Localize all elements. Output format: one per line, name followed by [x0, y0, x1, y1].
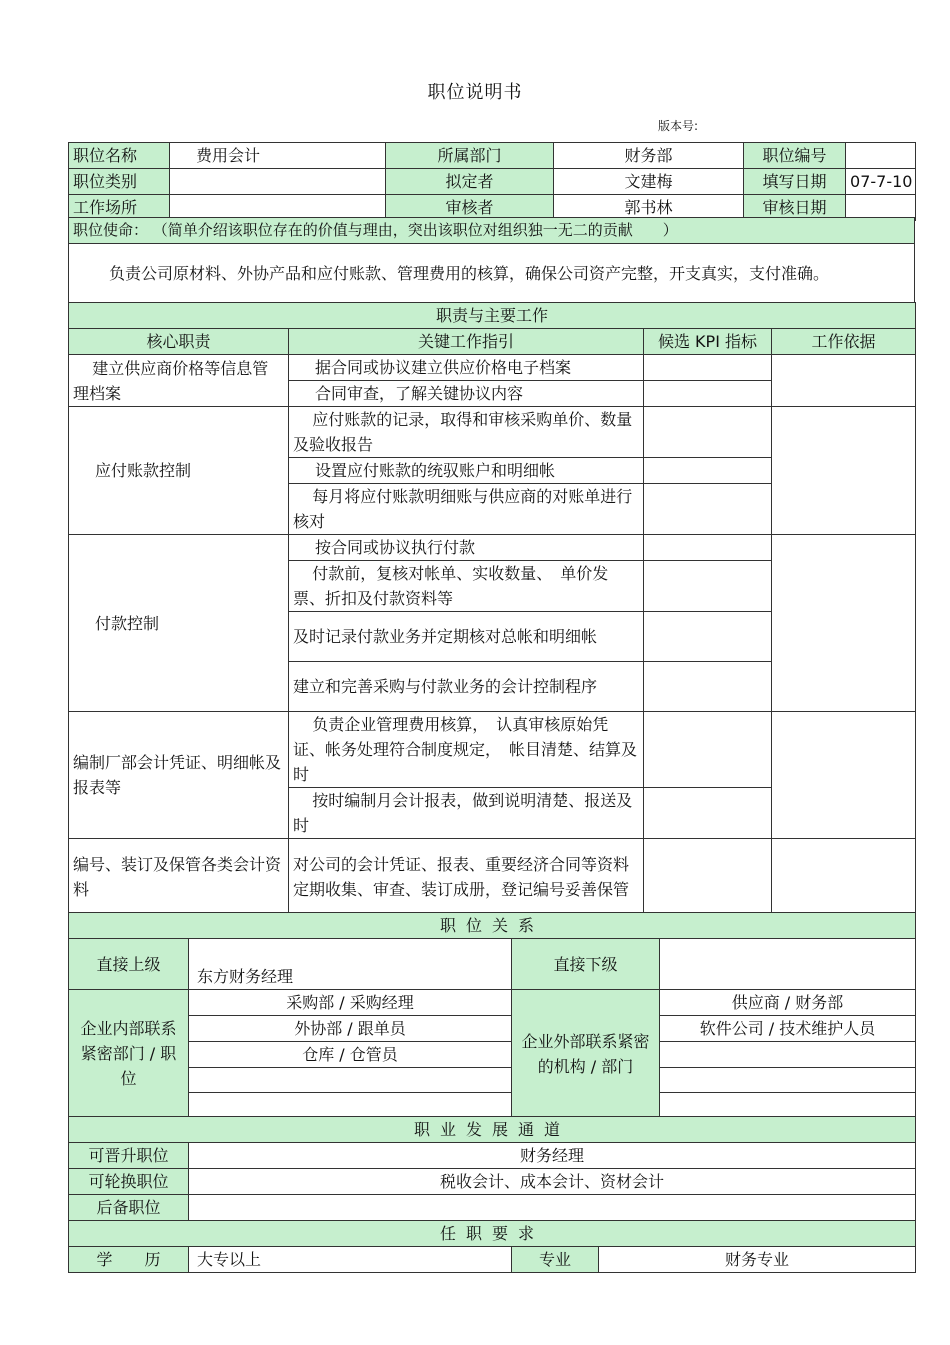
kpi-cell	[644, 662, 772, 712]
external-contact	[660, 1068, 916, 1093]
fill-date-value: 07-7-10	[846, 169, 916, 195]
drafter-value: 文建梅	[554, 169, 744, 195]
kpi-cell	[644, 839, 772, 915]
duties-section-title: 职责与主要工作	[69, 303, 916, 329]
dept-label: 所属部门	[386, 143, 554, 169]
promote-label: 可晋升职位	[69, 1143, 189, 1169]
core-duty: 编号、装订及保管各类会计资料	[69, 839, 289, 915]
key-item: 合同审查，了解关键协议内容	[289, 381, 644, 407]
rotate-value: 税收会计、成本会计、资材会计	[189, 1169, 916, 1195]
kpi-cell	[644, 355, 772, 381]
basis-cell	[772, 355, 916, 407]
kpi-cell	[644, 458, 772, 484]
internal-contact	[189, 1093, 512, 1118]
workplace-label: 工作场所	[69, 195, 170, 221]
basis-cell	[772, 712, 916, 839]
basis-cell	[772, 535, 916, 712]
key-item: 按时编制月会计报表，做到说明清楚、报送及时	[289, 788, 644, 839]
backup-value	[189, 1195, 916, 1221]
mission-label: 职位使命：	[73, 221, 149, 239]
dept-value: 财务部	[554, 143, 744, 169]
education-label: 学 历	[69, 1247, 189, 1273]
internal-label: 企业内部联系紧密部门 / 职位	[69, 990, 189, 1118]
external-contact: 供应商 / 财务部	[660, 990, 916, 1016]
key-item: 按合同或协议执行付款	[289, 535, 644, 561]
core-duty: 付款控制	[69, 535, 289, 712]
key-item: 负责企业管理费用核算， 认真审核原始凭证、帐务处理符合制度规定， 帐目清楚、结算及时	[289, 712, 644, 788]
mission-label-row	[69, 218, 915, 244]
superior-value: 东方财务经理	[189, 939, 512, 990]
kpi-cell	[644, 484, 772, 535]
kpi-cell	[644, 381, 772, 407]
col-kpi-header: 候选 KPI 指标	[644, 329, 772, 355]
core-duty: 建立供应商价格等信息管理档案	[69, 355, 289, 407]
key-item: 建立和完善采购与付款业务的会计控制程序	[289, 662, 644, 712]
job-name-label: 职位名称	[69, 143, 170, 169]
basis-cell	[772, 839, 916, 915]
job-no-value	[846, 143, 916, 169]
relations-table	[68, 912, 916, 1118]
superior-label: 直接上级	[69, 939, 189, 990]
education-value: 大专以上	[189, 1247, 512, 1273]
requirements-table	[68, 1220, 916, 1273]
relations-section-title: 职位关系	[69, 913, 916, 939]
duties-table	[68, 302, 916, 915]
review-date-label: 审核日期	[744, 195, 846, 221]
core-duty: 编制厂部会计凭证、明细帐及报表等	[69, 712, 289, 839]
job-type-value	[170, 169, 386, 195]
col-basis-header: 工作依据	[772, 329, 916, 355]
document-title: 职位说明书	[427, 82, 523, 103]
major-value: 财务专业	[599, 1247, 916, 1273]
kpi-cell	[644, 561, 772, 612]
kpi-cell	[644, 788, 772, 839]
version-label: 版本号:	[658, 119, 699, 133]
mission-text: 负责公司原材料、外协产品和应付账款、管理费用的核算，确保公司资产完整，开支真实，支付准确。	[69, 244, 915, 304]
job-name-value: 费用会计	[170, 143, 386, 169]
promote-value: 财务经理	[189, 1143, 916, 1169]
key-item: 据合同或协议建立供应价格电子档案	[289, 355, 644, 381]
external-contact: 软件公司 / 技术维护人员	[660, 1016, 916, 1042]
subordinate-value	[660, 939, 916, 990]
mission-hint: （简单介绍该职位存在的价值与理由，突出该职位对组织独一无二的贡献 ）	[152, 221, 678, 239]
key-item: 设置应付账款的统驭账户和明细帐	[289, 458, 644, 484]
basis-cell	[772, 407, 916, 535]
header-table	[68, 142, 916, 221]
kpi-cell	[644, 712, 772, 788]
job-type-label: 职位类别	[69, 169, 170, 195]
core-duty: 应付账款控制	[69, 407, 289, 535]
backup-label: 后备职位	[69, 1195, 189, 1221]
drafter-label: 拟定者	[386, 169, 554, 195]
col-core-header: 核心职责	[69, 329, 289, 355]
external-contact	[660, 1093, 916, 1118]
rotate-label: 可轮换职位	[69, 1169, 189, 1195]
kpi-cell	[644, 535, 772, 561]
col-key-header: 关键工作指引	[289, 329, 644, 355]
key-item: 每月将应付账款明细账与供应商的对账单进行核对	[289, 484, 644, 535]
reviewer-value: 郭书林	[554, 195, 744, 221]
key-item: 应付账款的记录，取得和审核采购单价、数量及验收报告	[289, 407, 644, 458]
career-section-title: 职业发展通道	[69, 1117, 916, 1143]
internal-contact: 采购部 / 采购经理	[189, 990, 512, 1016]
external-contact	[660, 1042, 916, 1068]
internal-contact: 外协部 / 跟单员	[189, 1016, 512, 1042]
kpi-cell	[644, 407, 772, 458]
mission-table	[68, 217, 915, 304]
key-item: 付款前，复核对帐单、实收数量、 单价发票、折扣及付款资料等	[289, 561, 644, 612]
reviewer-label: 审核者	[386, 195, 554, 221]
subordinate-label: 直接下级	[512, 939, 660, 990]
external-label: 企业外部联系紧密的机构 / 部门	[512, 990, 660, 1118]
internal-contact	[189, 1068, 512, 1093]
kpi-cell	[644, 612, 772, 662]
key-item: 对公司的会计凭证、报表、重要经济合同等资料定期收集、审查、装订成册，登记编号妥善保管	[289, 839, 644, 915]
internal-contact: 仓库 / 仓管员	[189, 1042, 512, 1068]
major-label: 专业	[512, 1247, 599, 1273]
key-item: 及时记录付款业务并定期核对总帐和明细帐	[289, 612, 644, 662]
requirements-section-title: 任职要求	[69, 1221, 916, 1247]
career-table	[68, 1116, 916, 1221]
job-no-label: 职位编号	[744, 143, 846, 169]
fill-date-label: 填写日期	[744, 169, 846, 195]
